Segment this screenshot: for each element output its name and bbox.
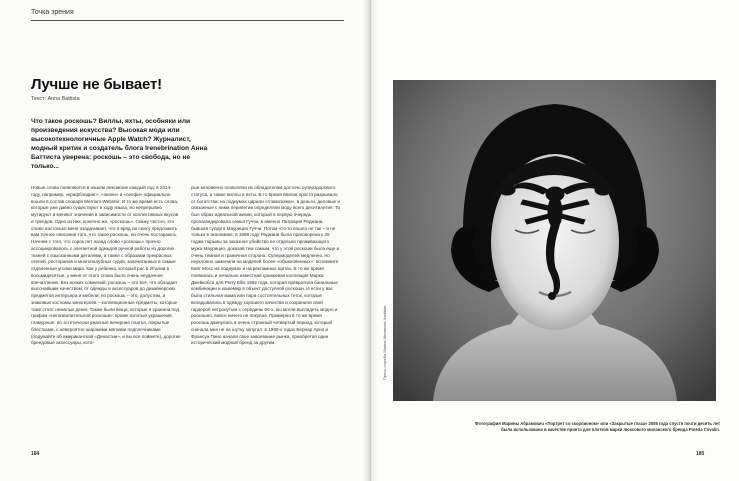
body-column-1: Новые слова появляются в нашем лексиконе каждый год: в 2014-году, например, «крафбэндинг», «окапи» и «селфи» официально вошли в состав словаря Merriam-Webster. И то же время есть слова, которые уже давно существуют в ходу языка, но непрерывно мутируют и меняют значения в зависимости от коллективных вкусов и трендов. Одно из них, конечно же, «роскошь». Скажу честно, это слово настолько меня озадачивает, что я вряд ли смогу предложить вам точное описание того, что такое роскошь, но очень постараюсь. Начнем с того, что сорок лет назад слово «роскошь» прочно ассоциировалось с элегантной одеждой ручной работы из дорогих тканей с изысканными деталями, а также с образами прекрасных отелей, ресторанов и многопалубных судов, запечатанных в самые отдаленные уголки мира. Как у ребенка, который рос в Италии в восьмидесятые, у меня от этого слова было очень неудачное впечатление. Без всяких сомнений, роскошь – это всё, что обладает высочайшим качеством, от одежды и аксессуаров до дизайнерских предметов интерьера и мебели; но роскошь – это, допустим, и знаковые костюмы киногероев – коллекционные предметы, которые тоже стоят немалых денег. Также были вещи, которые я хранила под грифом «непозволительной роскоши»: кроме золотые украшения, гламурные, но эстетически ужасные вечерние платья, покрытые блестками, с невероятно широкими мягкими подплечниками (подумайте об американской «Династии», и вы все поймете), дорогие брендовые аксессуары, кото- — [31, 185, 181, 346]
spine-gutter — [362, 0, 378, 481]
article-byline: Текст: Anna Battista — [31, 96, 80, 102]
photo-caption: Фотография Марины Абрамович «Портрет со скорпионом» или «Закрытые глаза» 2005 года спустя почти десять лет была использована в качестве принта для платков марки люксового миланского бренда Pineda Covalin. — [474, 421, 720, 432]
body-column-2: рые мгновенно позволяли их обладателям достичь суперздорового статуса, а также виллы и яхты. В то время Милан просто разрывало от богатства: на подиумах царили «гламазонки», в деньги, деловые и связанные с ними перипетии определяли моду всего десятилетия. То был образ идеальной жизни, который в первую очередь пропагандировала семья Гуччи, в именно Патриция Реджани, бывшая супруга Маурицио Гуччи. Потом что-то пошло не так – и не только в экономике: в 1998 году Реджани была приговорена к 26 годам тюрьмы за заказное убийство ее отдельно проживающего мужа Маурицио, доказав тем самым, что у этой роскоши была еще и очень темная и граничная сторона. Супермоделей медленно, но неуклонно заменили на моделей более «обыкновенных»: вспомните Кейт Мосс на подиумах и на рекламных щитах. В то же время появилась и печально известная гранжевая коллекция Марка Джейкобса для Perry Ellis 1992 года, которая превратила банальные комбинации и кашемир в объект доступной роскоши. И если у вас была стильная мама или пара состоятельных теток, которые вкладывались в одежду хорошего качества и сохранили свой гардероб нетронутым с середины 60-х, вы могли выглядеть модно и роскошно, вовсе ничего не покупая. Примерно в то же время роскошь двинулась в очень странный четвертый период, который сначала мне не на шутку запугал: в 1990-х годах Бернар Арно и Франсуа Пино начали свое завоевание рынка, приобретая один исторический модный бренд за другим. — [191, 185, 341, 346]
portrait-photo — [393, 80, 716, 401]
photo-credit: Пресс-служба Marina Abramović Institute — [382, 305, 387, 380]
portrait-with-scorpion-image — [393, 80, 716, 401]
article-lead: Что такое роскошь? Виллы, яхты, особняки или произведения искусства? Высокая мода или высокотехнологичные Apple Watch? Журналист, модный критик и создатель блога Irenebrination Анна Баттиста уверена: роскошь – это свобода, но не только... — [31, 118, 208, 170]
section-label: Точка зрения — [31, 9, 74, 16]
article-headline: Лучше не бывает! — [31, 76, 162, 93]
page-number-right: 185 — [696, 451, 705, 457]
section-rule — [31, 20, 344, 21]
page-number-left: 184 — [31, 451, 40, 457]
